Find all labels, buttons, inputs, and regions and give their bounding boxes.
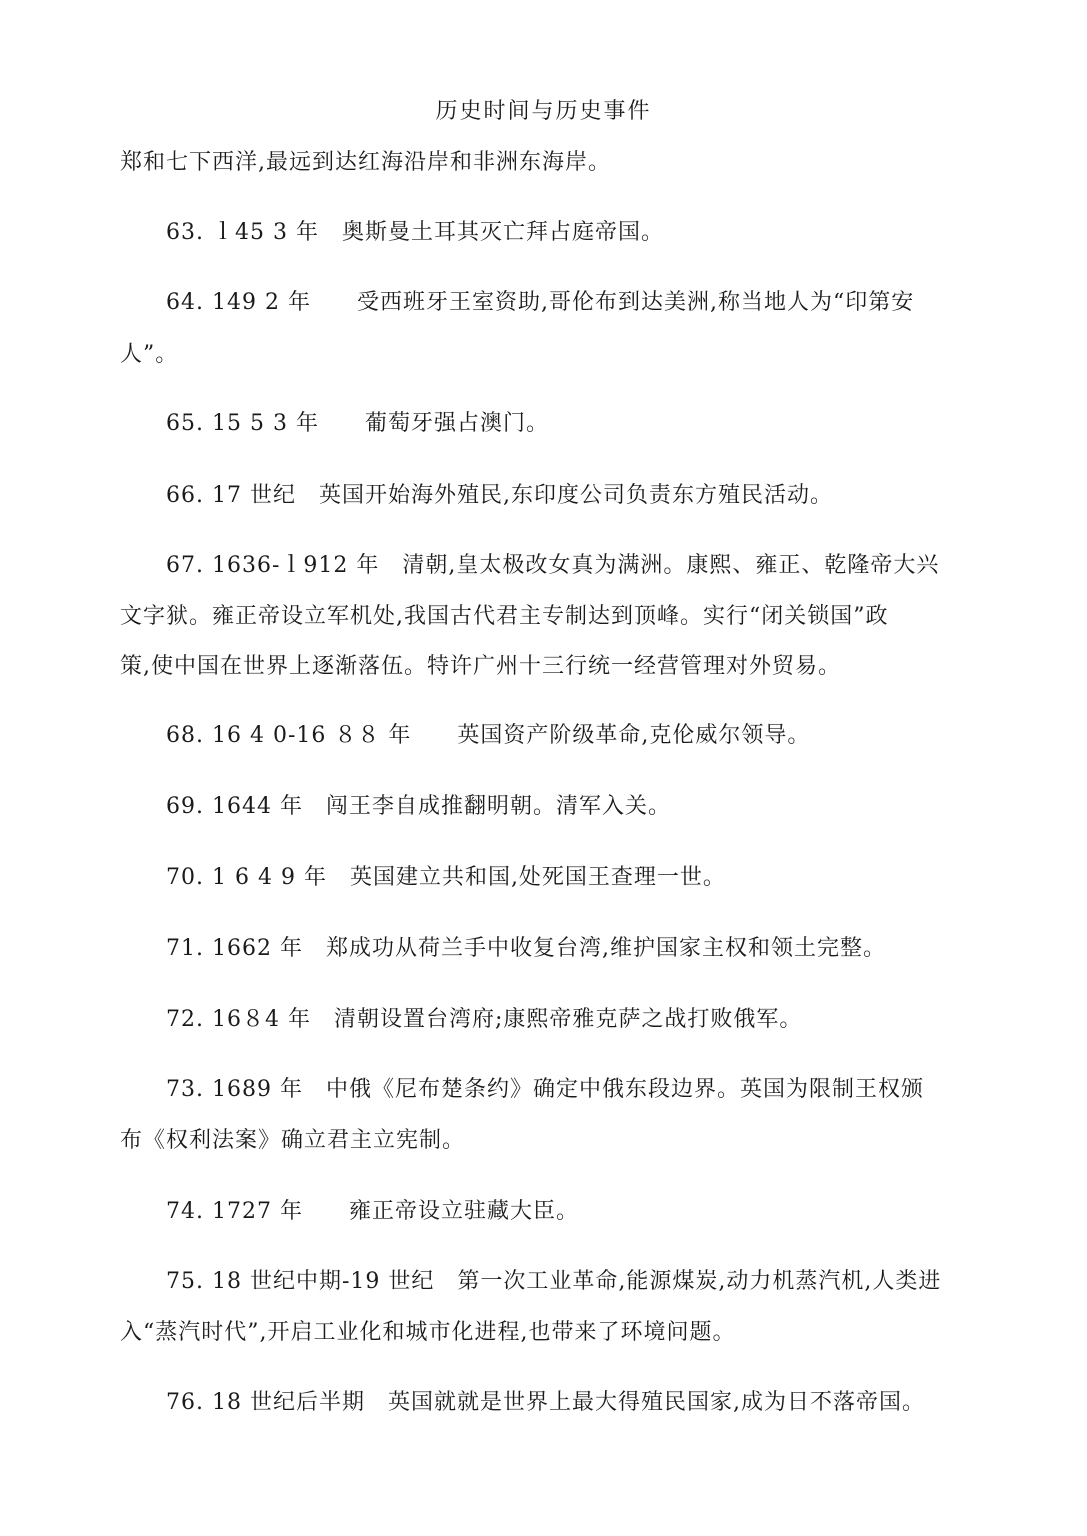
text-line: 文字狱。雍正帝设立军机处,我国古代君主专制达到顶峰。实行“闭关锁国”政: [120, 604, 889, 629]
entry-69: 69. 1644 年 闯王李自成推翻明朝。清军入关。: [166, 794, 671, 819]
text-line: 入“蒸汽时代”,开启工业化和城市化进程,也带来了环境问题。: [120, 1320, 736, 1345]
entry-68: 68. 16 4 0-16 ８８ 年 英国资产阶级革命,克伦威尔领导。: [166, 723, 811, 748]
entry-73: 73. 1689 年 中俄《尼布楚条约》确定中俄东段边界。英国为限制王权颁: [166, 1077, 924, 1102]
entry-72: 72. 16８4 年 清朝设置台湾府;康熙帝雅克萨之战打败俄军。: [166, 1007, 803, 1032]
text-line: 郑和七下西洋,最远到达红海沿岸和非洲东海岸。: [120, 150, 611, 175]
entry-74: 74. 1727 年 雍正帝设立驻藏大臣。: [166, 1199, 579, 1224]
entry-65: 65. 15 5 3 年 葡萄牙强占澳门。: [166, 411, 549, 436]
entry-66: 66. 17 世纪 英国开始海外殖民,东印度公司负责东方殖民活动。: [166, 483, 833, 508]
entry-64: 64. 149 2 年 受西班牙王室资助,哥伦布到达美洲,称当地人为“印第安: [166, 290, 915, 315]
entry-67: 67. 1636-ｌ912 年 清朝,皇太极改女真为满洲。康熙、雍正、乾隆帝大兴: [166, 553, 940, 578]
entry-76: 76. 18 世纪后半期 英国就就是世界上最大得殖民国家,成为日不落帝国。: [166, 1390, 925, 1415]
page-title: 历史时间与历史事件: [435, 99, 652, 124]
text-line: 策,使中国在世界上逐渐落伍。特许广州十三行统一经营管理对外贸易。: [120, 654, 841, 679]
entry-63: 63. ｌ45 3 年 奥斯曼土耳其灭亡拜占庭帝国。: [166, 220, 664, 245]
entry-75: 75. 18 世纪中期-19 世纪 第一次工业革命,能源煤炭,动力机蒸汽机,人类进: [166, 1269, 942, 1294]
text-line: 人”。: [120, 342, 179, 367]
entry-70: 70. 1 6 4 9 年 英国建立共和国,处死国王查理一世。: [166, 865, 726, 890]
text-line: 布《权利法案》确立君主立宪制。: [120, 1128, 466, 1153]
entry-71: 71. 1662 年 郑成功从荷兰手中收复台湾,维护国家主权和领土完整。: [166, 936, 886, 961]
